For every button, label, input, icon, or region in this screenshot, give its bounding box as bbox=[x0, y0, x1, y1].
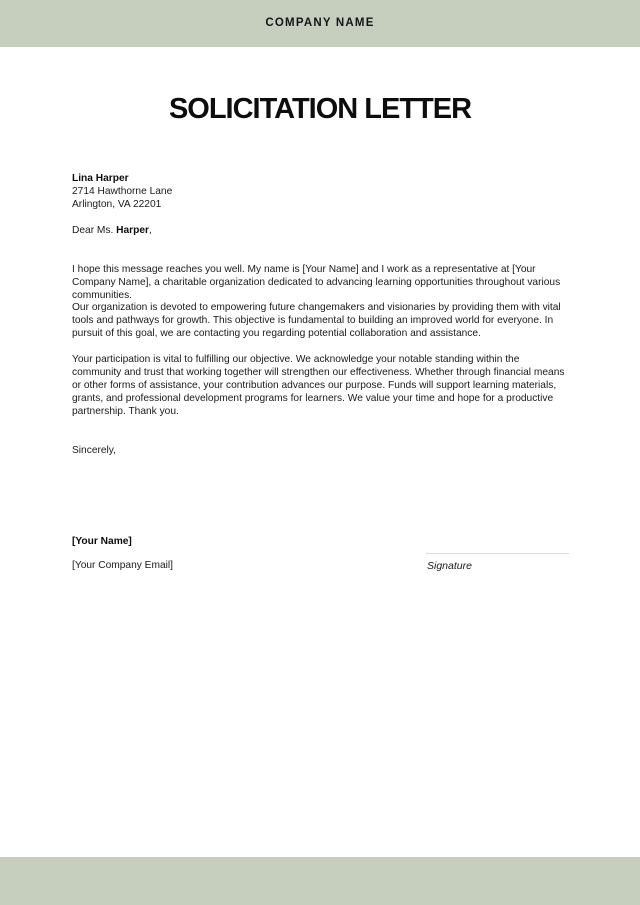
recipient-city: Arlington, VA 22201 bbox=[72, 199, 162, 210]
salutation-prefix: Dear Ms. bbox=[72, 225, 117, 236]
salutation bbox=[72, 224, 570, 237]
signature-line bbox=[426, 553, 569, 554]
letter-title: SOLICITATION LETTER bbox=[168, 93, 472, 125]
salutation-surname: Harper bbox=[116, 225, 149, 236]
body-paragraph-1: I hope this message reaches you well. My name is [Your Name] and I work as a representative at [Your Company Name], a charitable organization dedicated to advancing learning opportunities throughout various communities. bbox=[72, 264, 561, 301]
sender-email: [Your Company Email] bbox=[72, 560, 173, 571]
company-name: COMPANY NAME bbox=[265, 17, 375, 29]
recipient-name: Lina Harper bbox=[72, 173, 129, 184]
header-band bbox=[0, 0, 640, 47]
recipient-street: 2714 Hawthorne Lane bbox=[72, 186, 173, 197]
sender-name: [Your Name] bbox=[72, 536, 132, 547]
body-paragraph-3: Your participation is vital to fulfilling our objective. We acknowledge your notable standing within the community and trust that working together will strengthen our effectiveness. Whether through financial means or other forms of assistance, your contribution advances our purpose. Funds will support learning materials, grants, and professional development programs for learners. We value your time and hope for a productive partnership. Thank you. bbox=[72, 354, 565, 417]
signature-label: Signature bbox=[427, 560, 472, 572]
closing: Sincerely, bbox=[72, 445, 116, 456]
body-paragraph-2: Our organization is devoted to empowering future changemakers and visionaries by providing them with vital tools and pathways for growth. This objective is fundamental to building an improved world for everyone. In pursuit of this goal, we are contacting you regarding potential collaboration and assistance. bbox=[72, 302, 561, 339]
footer-band bbox=[0, 857, 640, 905]
salutation-suffix: , bbox=[149, 225, 152, 236]
recipient-block bbox=[72, 172, 570, 211]
